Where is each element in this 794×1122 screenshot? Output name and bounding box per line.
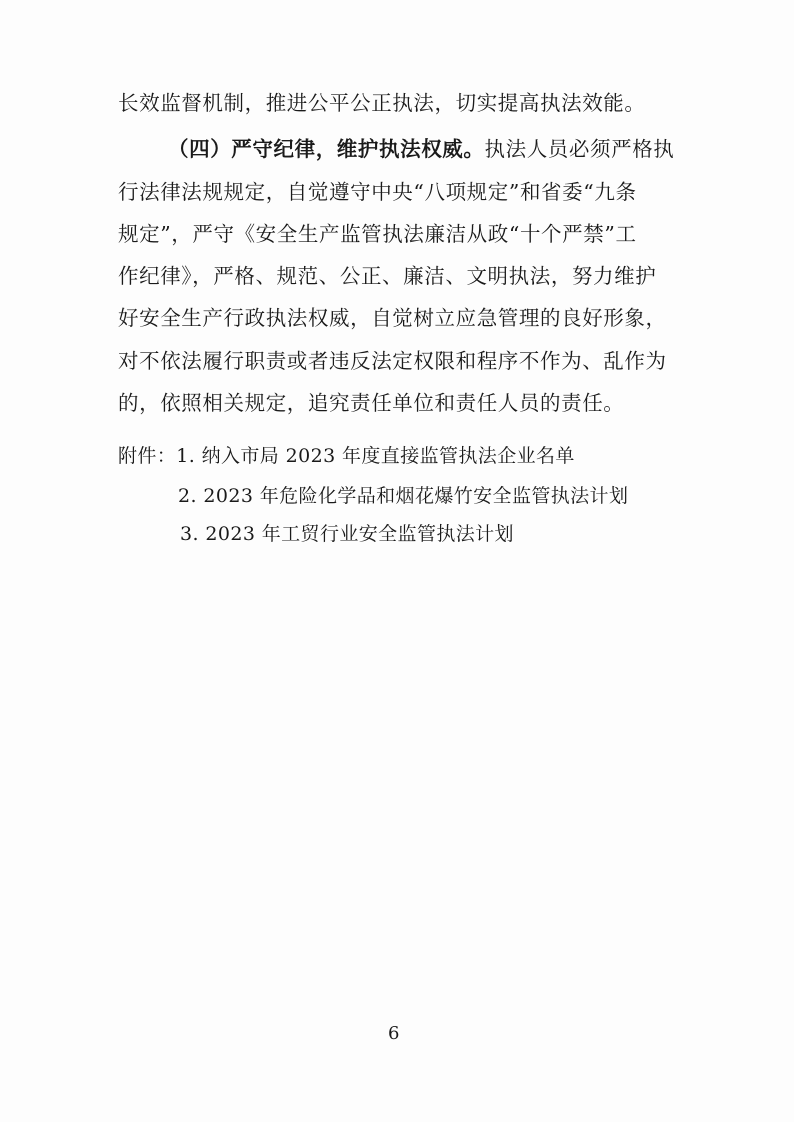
attachment-item-3: 3. 2023 年工贸行业安全监管执法计划 [180,523,514,545]
paragraph-line-3: 行法律法规规定，自觉遵守中央“八项规定”和省委“九条 [118,180,637,204]
paragraph-line-7: 对不依法履行职责或者违反法定权限和程序不作为、乱作为 [118,349,667,373]
paragraph-line-8: 的，依照相关规定，追究责任单位和责任人员的责任。 [118,391,625,415]
paragraph-line-5: 作纪律》，严格、规范、公正、廉洁、文明执法，努力维护 [118,264,657,288]
attachment-item-2: 2. 2023 年危险化学品和烟花爆竹安全监管执法计划 [178,485,629,507]
section-heading-4: （四）严守纪律，维护执法权威。 [168,137,485,161]
attachment-item-1 [118,442,575,470]
page-number: 6 [388,1023,400,1044]
attachment-item-1-text: 1. 纳入市局 2023 年度直接监管执法企业名单 [176,445,575,467]
attachments-label: 附件： [118,445,177,467]
paragraph-line-1: 长效监督机制，推进公平公正执法，切实提高执法效能。 [118,91,646,115]
paragraph-line-2 [168,134,674,164]
paragraph-line-6: 好安全生产行政执法权威，自觉树立应急管理的良好形象， [118,306,667,330]
paragraph-line-2-text: 执法人员必须严格执 [484,137,675,161]
paragraph-line-4: 规定”，严守《安全生产监管执法廉洁从政“十个严禁”工 [118,222,637,246]
